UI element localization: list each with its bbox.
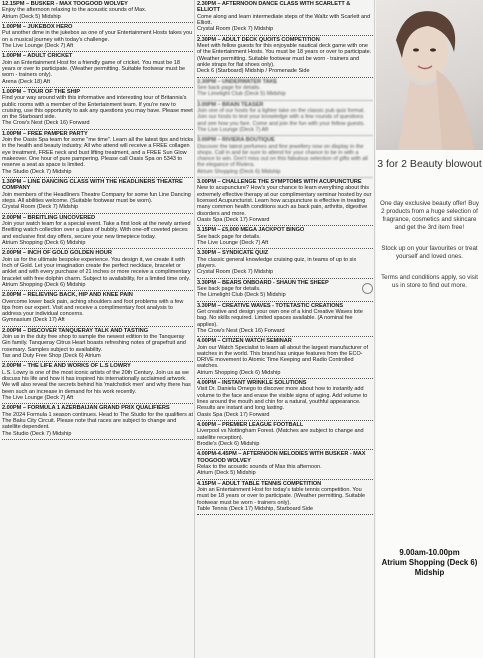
event-item bbox=[2, 23, 193, 52]
column-divider bbox=[374, 0, 375, 658]
event-description: Liverpool vs Nottingham Forest. (Matches are subject to change and satellite reception). bbox=[197, 428, 364, 441]
event-title: 3.00PM – BRAIN TEASER bbox=[197, 101, 264, 108]
event-title: 12.15PM – BUSKER - MAX TOOGOOD WOLVEY bbox=[2, 1, 128, 7]
event-item bbox=[197, 379, 373, 421]
event-location: Atrium Shopping (Deck 6) Midship bbox=[2, 239, 86, 246]
event-location: The Crow's Nest (Deck 16) Forward bbox=[197, 327, 285, 334]
event-item bbox=[197, 226, 373, 249]
event-description: See back page for details. bbox=[197, 233, 261, 240]
event-description: L.S. Lowry is one of the most iconic artists of the 20th Century. Join us as we discuss his life and how it has inspired his internationally acclaimed artwork. We will also reveal the secrets behind his 'matchstick men' and why there has been such an increase in demand for his work recently. bbox=[2, 369, 191, 395]
event-location: Crystal Room (Deck 7) Midship bbox=[197, 26, 274, 33]
promo-column bbox=[376, 0, 483, 658]
promo-body bbox=[376, 200, 483, 303]
event-item bbox=[197, 337, 373, 379]
event-title: 4.15PM – ADULT TABLE TENNIS COMPETITION bbox=[197, 480, 322, 487]
event-location: Atrium (Deck 5) Midship bbox=[2, 13, 61, 20]
event-description: Visit Dr. Daniela Ornego to discover more about how to instantly add volume to the face and erase the visible signs of aging. Add volume to lines around the mouth and chin for a natural, youthful appearance. Results are instant and long lasting. bbox=[197, 386, 368, 412]
event-description: Come along and learn intermediate steps of the Waltz with Scarlett and Elliott. bbox=[197, 13, 371, 27]
event-location: The Studio (Deck 7) Midship bbox=[2, 430, 72, 437]
event-title: 4.00PM – INSTANT WRINKLE SOLUTIONS bbox=[197, 380, 307, 387]
event-title: 2.00PM – FORMULA 1 AZERBAIJAN GRAND PRIX QUALIFIERS bbox=[2, 405, 170, 412]
event-location: The Live Lounge (Deck 7) Aft bbox=[2, 43, 74, 49]
event-title: 4.00PM – CITIZEN WATCH SEMINAR bbox=[197, 338, 292, 345]
event-item bbox=[197, 480, 373, 516]
event-title: 1.00PM – ADULT CRICKET bbox=[2, 53, 73, 60]
event-location: Arena (Deck 18) Aft bbox=[2, 78, 50, 85]
event-description: Find your way around with this informative and interesting tour of Britannia's public rooms with a member of the Entertainment team. If you're new to cruising, use this opportunity to ask any questions you may have. Please meet on the Starboard side. bbox=[2, 95, 193, 121]
event-description: Get creative and design your own one of a kind Creative Waves tote bag. No skills required. Limited spaces available. (A nominal fee applies). bbox=[197, 308, 363, 328]
event-title: 4.00PM – PREMIER LEAGUE FOOTBALL bbox=[197, 421, 304, 428]
event-location: Brodie's (Deck 6) Midship bbox=[197, 440, 260, 447]
event-description: Discover the latest perfumes and fine jewellery now on display in the shops. Call in and be sure to attend for your chance to be in with a chance to win. Don't miss out on this fabulous selection of gifts with all the elegance of Riviera. bbox=[197, 143, 368, 169]
event-description: Join us in the duty free shop to sample the newest edition to the Tanqueray Gin family. Tanqueray Citrus Heart boasts refreshing notes of grapefruit and rosemary. Samples subject to availability. bbox=[2, 334, 186, 353]
event-item bbox=[197, 136, 373, 178]
event-description: Relax to the acoustic sounds of Max this afternoon. bbox=[197, 464, 322, 471]
event-title: 2.00PM – RELIEVING BACK, HIP AND KNEE PAIN bbox=[2, 292, 133, 299]
event-item bbox=[197, 421, 373, 450]
event-location: Deck 6 (Starboard) Midship / Promenade Side bbox=[197, 68, 310, 75]
event-item bbox=[197, 178, 373, 226]
promo-headline: 3 for 2 Beauty blowout bbox=[377, 158, 482, 170]
event-item bbox=[2, 0, 193, 23]
event-title: 4.00PM-4.45PM – AFTERNOON MELODIES WITH BUSKER - MAX TOOGOOD WOLVEY bbox=[197, 451, 366, 464]
event-item bbox=[197, 450, 373, 479]
event-item bbox=[197, 78, 373, 101]
middle-event-column bbox=[197, 0, 373, 658]
event-title: 2.00PM – DISCOVER TANQUERAY TALK AND TASTING bbox=[2, 327, 149, 334]
column-divider bbox=[194, 0, 195, 658]
event-description: Meet with fellow guests for this enjoyable nautical deck game with one of the Entertainment Hosts. You must be 18 years or over to participate. (Weather permitting. Suitable footwear must be worn - trainers and ankle straps for flat shoes only). bbox=[197, 43, 372, 68]
event-location: Atrium Shopping (Deck 6) Midship bbox=[197, 168, 281, 175]
event-description: Join the Oasis Spa team for some "me time". Learn all the latest tips and tricks in the health and beauty industry. All who attend will receive a FREE collagen eye treatment, FREE neck and bust lifting treatment, and a FREE Sun Glow makeover. One hour of pure pampering. Please call Oasis Spa on 5343 to reserve a seat as space is limited. bbox=[2, 137, 193, 169]
event-location: The Limelight Club (Deck 5) Midship bbox=[197, 91, 286, 98]
event-location: Crystal Room (Deck 7) Midship bbox=[2, 204, 79, 211]
event-description: Join an Entertainment Host for today's table tennis competition. You must be 18 years or over to participate. (Weather permitting. Suitable footwear must be worn - trainers only). bbox=[197, 487, 366, 506]
promo-photo bbox=[376, 0, 483, 150]
event-location: Oasis Spa (Deck 17) Forward bbox=[197, 411, 270, 418]
promo-text: One day exclusive beauty offer! Buy 2 products from a huge selection of fragrance, cosmetics and skincare and get the 3rd item free! bbox=[380, 200, 479, 231]
event-title: 1.00PM – JUKEBOX HERO bbox=[2, 24, 73, 30]
event-description: Overcome lower back pain, aching shoulders and foot problems with a few tips from our expert. Visit and receive a complimentary foot analysis to address your individual concerns. bbox=[2, 298, 184, 318]
event-title: 1.00PM – TOUR OF THE SHIP bbox=[2, 88, 80, 95]
event-item bbox=[2, 52, 193, 88]
event-location: Crystal Room (Deck 7) Midship bbox=[197, 269, 274, 276]
event-item bbox=[2, 291, 193, 327]
event-description: Join members of the Headliners Theatre Company for some fun Line Dancing steps. All abilities welcome. (Suitable footwear must be worn). bbox=[2, 191, 191, 205]
event-item bbox=[2, 362, 193, 404]
event-description: Join one of our hosts for a lighter take on the classic pub quiz format. Join our hosts to test your knowledge with a few rounds of questions and see how you fare. Come and join the fun with your fellow guests. bbox=[197, 108, 365, 127]
event-description: Enjoy the afternoon relaxing to the acoustic sounds of Max. bbox=[2, 7, 147, 14]
event-location: Tax and Duty Free Shop (Deck 6) Atrium bbox=[2, 353, 101, 360]
event-title: 3.00PM – CHALLENGE THE SYMPTOMS WITH ACUPUNCTURE bbox=[197, 179, 362, 186]
event-item bbox=[197, 279, 373, 302]
event-location: Atrium Shopping (Deck 6) Midship bbox=[197, 369, 281, 376]
event-location: The Studio (Deck 7) Midship bbox=[2, 168, 72, 175]
event-title: 2.30PM – AFTERNOON DANCE CLASS WITH SCARLETT & ELLIOTT bbox=[197, 1, 351, 14]
promo-location: Atrium Shopping (Deck 6) Midship bbox=[381, 558, 478, 577]
woman-portrait-image bbox=[376, 0, 483, 150]
event-item bbox=[2, 404, 193, 440]
event-item bbox=[197, 36, 373, 78]
event-title: 2.00PM – BREITLING UNCOVERED bbox=[2, 214, 96, 221]
event-item bbox=[2, 327, 193, 363]
event-location: Table Tennis (Deck 17) Midship, Starboard Side bbox=[197, 505, 314, 512]
event-title: 2.00PM – INCH OF GOLD GOLDEN HOUR bbox=[2, 250, 112, 257]
event-location: Atrium Shopping (Deck 6) Midship bbox=[2, 281, 86, 288]
event-location: The Live Lounge (Deck 7) Aft bbox=[2, 394, 74, 401]
event-description: See back page for details. bbox=[197, 85, 261, 91]
event-title: 1.30PM – LINE DANCING CLASS WITH THE HEADLINERS THEATRE COMPANY bbox=[2, 178, 183, 192]
promo-footer bbox=[376, 548, 483, 578]
event-description: Join us for the ultimate bespoke experience. You design it, we create it with Inch of Gold. Let your imagination create the perfect necklace, bracelet or anklet and with every purchase of 21 inches or more receive a complimentary bracelet with free dolphin charm. Subject to availability, for a limited time only. bbox=[2, 256, 191, 282]
event-item bbox=[197, 0, 373, 36]
event-title: 1.00PM – FREE PAMPER PARTY bbox=[2, 130, 88, 137]
event-item bbox=[197, 302, 373, 338]
event-description: Join your watch team for a special event. Take a first look at the newly arrived Breitling watch collection over a glass of bubbly. With one-off coveted pieces and exclusive first day offers, secure your new timepiece today. bbox=[2, 221, 191, 240]
event-location: Gymnasium (Deck 17) Aft bbox=[2, 317, 65, 324]
event-item bbox=[2, 178, 193, 214]
event-location: The Live Lounge (Deck 7) Aft bbox=[197, 126, 269, 133]
promo-time: 9.00am-10.00pm bbox=[399, 548, 460, 557]
event-title: 3.00PM – RIVIERA BOUTIQUE bbox=[197, 137, 275, 144]
event-description: See back page for details. bbox=[197, 285, 261, 292]
event-location: Oasis Spa (Deck 17) Forward bbox=[197, 216, 270, 223]
event-title: 2.30PM – ADULT DECK QUOITS COMPETITION bbox=[197, 36, 320, 43]
promo-text: Terms and conditions apply, so visit us in store to find out more. bbox=[381, 274, 478, 289]
event-item bbox=[2, 88, 193, 130]
event-location: The Limelight Club (Deck 5) Midship bbox=[197, 292, 286, 299]
event-description: The classic general knowledge cruising quiz, in teams of up to six players. bbox=[197, 256, 357, 269]
event-location: The Crow's Nest (Deck 16) Forward bbox=[2, 120, 90, 127]
event-description: Put another dime in the jukebox as one of your Entertainment Hosts takes you on a musical journey with today's challenge. bbox=[2, 30, 193, 43]
camera-icon bbox=[362, 283, 373, 294]
event-description: Join an Entertainment Host for a friendly game of cricket. You must be 18 years or over to participate. (Weather permitting. Suitable footwear must be worn - trainers only). bbox=[2, 59, 186, 79]
event-item bbox=[2, 130, 193, 178]
promo-text: Stock up on your favourites or treat yourself and loved ones. bbox=[381, 245, 478, 260]
event-title: 3.30PM – BEARS ONBOARD - SHAUN THE SHEEP bbox=[197, 279, 329, 286]
event-item bbox=[197, 249, 373, 278]
event-location: The Live Lounge (Deck 7) Aft bbox=[197, 239, 269, 246]
event-location: Atrium (Deck 5) Midship bbox=[197, 470, 256, 477]
event-description: Join our Watch Specialist to learn all about the largest manufacturer of watches in the world. This brand has unique features from the ECO-DRIVE movement to Atomic Time Keeping and Radio Controlled watches. bbox=[197, 344, 368, 370]
event-title: 3.30PM – CREATIVE WAVES - TOTETASTIC CREATIONS bbox=[197, 302, 344, 309]
event-title: 2.30PM – UNDERWATER TAKE bbox=[197, 78, 278, 85]
event-item bbox=[197, 101, 373, 137]
event-title: 2.00PM – THE LIFE AND WORKS OF L.S LOWRY bbox=[2, 363, 131, 370]
event-description: New to acupuncture? How's your chance to learn everything about this extremely effective therapy at our complimentary seminar hosted by our licensed Acupuncturist. Learn how acupuncture is effective in treating many common health conditions such as back pain, arthritis, digestive disorders and more. bbox=[197, 185, 372, 217]
event-item bbox=[2, 214, 193, 250]
event-title: 3.30PM – SYNDICATE QUIZ bbox=[197, 250, 269, 257]
event-description: The 2024 Formula 1 season continues. Head to The Studio for the qualifiers at The Baku City Circuit. Please note that races are subject to change and satellite dependent. bbox=[2, 411, 193, 431]
event-item bbox=[2, 249, 193, 291]
left-event-column bbox=[2, 0, 193, 658]
event-title: 3.15PM – £5,000 MEGA JACKPOT BINGO bbox=[197, 227, 305, 234]
